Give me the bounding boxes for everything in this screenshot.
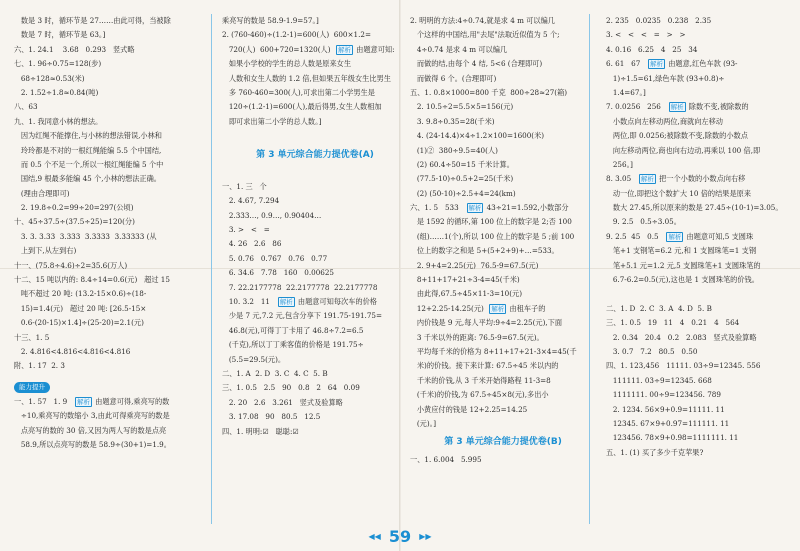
answer-line: 2. 20 2.6 3.261 竖式及验算略 (222, 397, 343, 407)
answer-line: 多 760-460=300(人),可求出第二小学男生是 (222, 87, 375, 97)
answer-line: 2.333…, 0.9…, 0.90404… (222, 210, 322, 220)
answer-line: 2. 10.5÷2=5.5×5=156(元) (410, 102, 514, 112)
answer-line: 而做的结,由每个 4 结, 5<6 (合理即可) (410, 59, 543, 69)
answer-line: 二、1. D 2. C 3. A 4. D 5. B (606, 303, 712, 313)
analysis-tag: 解析 (468, 204, 482, 213)
answer-line: 2. 0.34 20.4 0.2 2.083 竖式及验算略 (606, 332, 757, 342)
answer-line: 而 0.5 个不足一个,所以一根红绳能编 5 个中 (14, 159, 164, 169)
answer-line: 二、1. A 2. D 3. C 4. C 5. B (222, 368, 328, 378)
answer-line: 四、1. 123,456 11111. 03÷9=12345. 556 (606, 361, 761, 371)
answer-line: (2) (50-10)÷2.5+4=24(km) (410, 188, 516, 198)
answer-line: 十二、15 吨以内的: 8.4÷14=0.6(元) 超过 15 (14, 275, 170, 285)
answer-line: 4÷0.74 是求 4 m 可以编几 (410, 44, 508, 54)
answer-line: 是 1592 的循环,第 100 位上的数字是 2;否 100 (410, 217, 572, 227)
answer-line: 个这样的中国结,用"去尾"法取近似值为 5 个; (410, 30, 560, 40)
answer-line: 5. 0.76 0.767 0.76 0.77 (222, 253, 328, 263)
answer-line: 1.4=67。] (606, 87, 646, 97)
answer-line: 2. 9+4=2.25(元) 76.5-9=67.5(元) (410, 260, 539, 270)
answer-line: 0.6-(20-15)×1.4]÷(25-20)=2.1(元) (14, 318, 144, 328)
answer-line: 点亮写的数的 30 倍,又因为两人写的数是点亮 (14, 425, 167, 435)
page-footer (0, 526, 800, 548)
answer-line: (77.5-10)÷0.5+2=25(千米) (410, 174, 514, 184)
answer-line: 12345. 67×9+0.97=111111. 11 (606, 418, 730, 428)
answer-line: 3. 9.8÷0.35=28(千米) (410, 116, 495, 126)
answer-line: 八、63 (14, 102, 38, 112)
answer-line: 少是 7 元,7.2 元,包含分享下 191.75-191.75= (222, 311, 383, 321)
answer-line: (理由合理即可) (14, 188, 70, 198)
answer-line: 2. 明明的方法:4÷0.74,就是求 4 m 可以编几 (410, 16, 555, 25)
answer-line: 一、1. 三 个 (222, 181, 267, 191)
answer-line: 笔+1 支钢笔=6.2 元,和 1 支圆珠笔=1 支钢 (606, 246, 757, 256)
analysis-tag: 解析 (650, 60, 663, 69)
answer-line: 1)÷1.5=61,绿色车款 (93+0.8)÷ (606, 73, 725, 83)
answer-line: 乘亮写的数是 58.9-1.9=57。] (222, 16, 319, 25)
answer-line: 三、1. 0.5 2.5 90 0.8 2 64 0.09 (222, 383, 360, 393)
answer-line: 平均每千米的价格为 8+11+17+21-3×4=45(千 (410, 346, 577, 356)
answer-line: 46.8(元),可得丁丁卡用了 46.8÷7.2=6.5 (222, 325, 364, 335)
answer-line: 2. (760-460)÷(1.2-1)=600(人) 600×1.2= (222, 30, 371, 40)
answer-line: 如果小学校的学生的总人数是原来女生 (222, 59, 352, 69)
answer-line: 3. 17.08 90 80.5 12.5 (222, 412, 321, 422)
answer-line: 3. 3. 3.33 3.333 3.3333 3.33333 (从 (14, 231, 157, 241)
answer-line: 因为红绳不能撑住,与小林的想法错误,小林和 (14, 131, 162, 141)
answer-line: 两位,即 0.0256;被除数不变,除数的小数点 (606, 131, 748, 141)
answer-line: (2) 60.4÷50=15 千米计算。 (410, 159, 514, 169)
answer-line: (千米)的价钱,为 67.5÷45×8(元),多出小 (410, 390, 549, 400)
answer-line: ÷10,乘亮写的数缩小 3,由此可得乘亮写的数是 (14, 411, 170, 421)
column-4 (606, 14, 792, 524)
answer-line: 三、1. 0.5 19 11 4 0.21 4 564 (606, 318, 740, 328)
answer-line: 数是 3 时，循环节是 27……由此可得，当被除 (14, 16, 171, 25)
answer-line: 六、1. 24.1 3.68 0.293 竖式略 (14, 44, 135, 54)
answer-line: 笔+5.1 元=1.2 元,5 支圆珠笔+1 支圆珠笔的 (606, 260, 761, 270)
answer-line: 一、1. 57 1. 9 解析 由题意可得,乘亮写的数 (14, 396, 170, 406)
column-3 (410, 14, 596, 524)
answer-line: 由此得,67.5÷45×11-3=10(元) (410, 289, 523, 299)
page-number: 59 (388, 527, 412, 546)
answer-line: 9. 2.5 45 0.5 解析 由题意可知,5 支圆珠 (606, 231, 754, 241)
answer-line: 720(人) 600+720=1320(人) 解析 由题意可知: (222, 44, 395, 54)
answer-line: 6. 61 67 解析 由题意,红色车款 (93- (606, 59, 738, 69)
answer-line: 120÷(1.2-1)=600(人),最后得男,女生人数相加 (222, 102, 382, 112)
column-2 (222, 14, 408, 524)
analysis-tag: 解析 (641, 175, 654, 184)
answer-line: 四、1. 明明:☑ 聪聪:☑ (222, 426, 299, 436)
section-heading: 第 3 单元综合能力提优卷(A) (256, 149, 374, 160)
answer-line: 小数点向左移动两位,商就向左移动 (606, 116, 723, 126)
answer-line: 数是 7 时，循环节是 63。] (14, 30, 106, 40)
answer-line: 8. 3.05 解析 把一个小数的小数点向右移 (606, 174, 746, 184)
answer-line: 十一、(75.8÷4.6)÷2=35.6(万人) (14, 260, 128, 270)
answer-line: 58.9,所以点亮写的数是 58.9÷(30+1)=1.9。 (14, 439, 171, 449)
answer-line: 千米的价钱,从 3 千米开始得路程 11-3=8 (410, 375, 551, 385)
answer-line: 9. 2.5 0.5÷3.05。 (606, 217, 681, 227)
answer-line: 玲玲都是不对的一根红绳能编 5.5 个中国结, (14, 145, 162, 155)
answer-line: 4. 26 2.6 86 (222, 239, 282, 249)
analysis-tag: 解析 (77, 397, 90, 406)
answer-line: 2. 4.67, 7.294 (222, 196, 280, 206)
answer-line: 3. 0.7 7.2 80.5 0.50 (606, 346, 698, 356)
answer-line: 256。] (606, 159, 633, 169)
answer-line: 7. 0.0256 256 解析 除数不变,被除数的 (606, 102, 749, 112)
answer-line (222, 129, 408, 143)
answer-line: 111111. 03÷9=12345. 668 (606, 375, 712, 385)
answer-line: 十三、1. 5 (14, 332, 50, 342)
answer-line: 6.7-6.2=0.5(元),这也是 1 支圆珠笔的价钱。 (606, 275, 759, 285)
analysis-tag: 解析 (668, 232, 682, 241)
answer-line: 米)的价钱。接下来计算: 67.5÷45 米以内的 (410, 361, 559, 371)
answer-line: 3. < < < = > > (606, 30, 686, 40)
answer-line: 十、45÷37.5÷(37.5÷25)=120(分) (14, 217, 135, 227)
answer-line: (5.5=29.5(元)。 (222, 354, 286, 364)
answer-line (222, 166, 408, 180)
analysis-tag: 解析 (491, 304, 505, 313)
answer-line: 一、1. 6.004 5.995 (410, 455, 482, 465)
answer-line: 吨不超过 20 吨: (13.2-15×0.6)÷(18- (14, 289, 147, 299)
answer-line: 九、1. 我同意小林的想法。 (14, 116, 103, 126)
answer-line: 4. (24-14.4)×4÷1.2×100=1600(米) (410, 131, 545, 141)
analysis-tag: 解析 (279, 298, 293, 307)
answer-line: 五、1. 0.8×1000=800 千克 800÷28≈27(箱) (410, 87, 568, 97)
section-heading: 第 3 单元综合能力提优卷(B) (444, 437, 562, 448)
answer-line: 内价钱是 9 元,每人平均:9÷4=2.25(元),下面 (410, 318, 563, 328)
answer-line: 六、1. 5 533 解析 43÷21=1.592,小数部分 (410, 203, 569, 213)
answer-line: (元)。] (410, 418, 437, 428)
answer-line: 而做得 6 个。(合理即可) (410, 73, 497, 83)
answer-line: 上到下,从左到右) (14, 246, 77, 256)
analysis-tag: 解析 (670, 103, 684, 112)
answer-line: 6. 34.6 7.78 160 0.00625 (222, 268, 335, 278)
answer-line: 2. 1234. 56×9+0.9=11111. 11 (606, 404, 725, 414)
answer-line: 3 千米以外的距离: 76.5-9=67.5(元)。 (410, 332, 544, 342)
answer-line: 12+2.25-14.25(元) 解析 由租车子的 (410, 303, 546, 313)
answer-line: (千克),所以丁丁乘客值的价格是 191.75÷ (222, 340, 364, 350)
answer-line: 15)=1.4(元) 超过 20 吨: [26.5-15× (14, 303, 147, 313)
answer-line: 4. 0.16 6.25 4 25 34 (606, 44, 698, 54)
ability-tag: 能力提升 (14, 382, 50, 393)
answer-line: 七、1. 96÷0.75=128(步) (14, 59, 102, 69)
answer-line: 3. > < = (222, 225, 270, 235)
answer-line: 数大 27.45,所以原来的数是 27.45÷(10-1)=3.05。 (606, 203, 783, 213)
answer-line: 人数和女生人数的 1.2 倍,但如果五年级女生比男生 (222, 73, 391, 83)
answer-line: 小黄应付的钱是 12+2.25=14.25 (410, 404, 528, 414)
answer-line: 五、1. (1) 买了多少千克苹果? (606, 447, 704, 457)
answer-line: 2. 19.8÷0.2=99÷20=297(公顷) (14, 203, 134, 213)
answer-line (606, 287, 792, 301)
column-divider (211, 14, 212, 524)
answer-line: 2. 4.816<4.816<4.816<4.816 (14, 346, 131, 356)
analysis-tag: 解析 (338, 45, 351, 54)
answer-line: 10. 3.2 11 解析 由题意可知每次车的价格 (222, 297, 377, 307)
next-arrow-icon[interactable]: ▶▶ (419, 532, 432, 541)
answer-line: (1)② 380÷9.5=40(人) (410, 145, 498, 155)
column-1 (14, 14, 200, 524)
answer-line: 向左移动两位,商也向右边动,再乘以 100 倍,即 (606, 145, 761, 155)
answer-line: 国结,9 根最多能编 45 个,小林的想法正确。 (14, 174, 161, 184)
answer-line: 123456. 78×9+0.98=1111111. 11 (606, 433, 739, 443)
answer-line: 7. 22.2177778 22.2177778 22.2177778 (222, 282, 378, 292)
answer-line: 附、1. 17 2. 3 (14, 361, 65, 371)
answer-line: 2. 1.52÷1.8≈0.84(吨) (14, 87, 99, 97)
prev-arrow-icon[interactable]: ◀◀ (368, 532, 381, 541)
answer-line: (组)……1(个),所以 100 位上的数字是 5 ;前 100 (410, 231, 575, 241)
answer-line: 动一位,即把这个数扩大 10 倍的结果是原来 (606, 188, 752, 198)
answer-line: 8+11+17+21÷3-4=45(千米) (410, 275, 520, 285)
answer-line: 位上的数字之和是 5+(5+2+9)+…=533。 (410, 246, 559, 256)
answer-line: 68÷128≈0.53(米) (14, 73, 85, 83)
answer-line: 即可求出第二小学的总人数。] (222, 116, 322, 126)
answer-line: 2. 235 0.0235 0.238 2.35 (606, 16, 712, 25)
answer-line: 1111111. 00÷9=123456. 789 (606, 390, 721, 400)
